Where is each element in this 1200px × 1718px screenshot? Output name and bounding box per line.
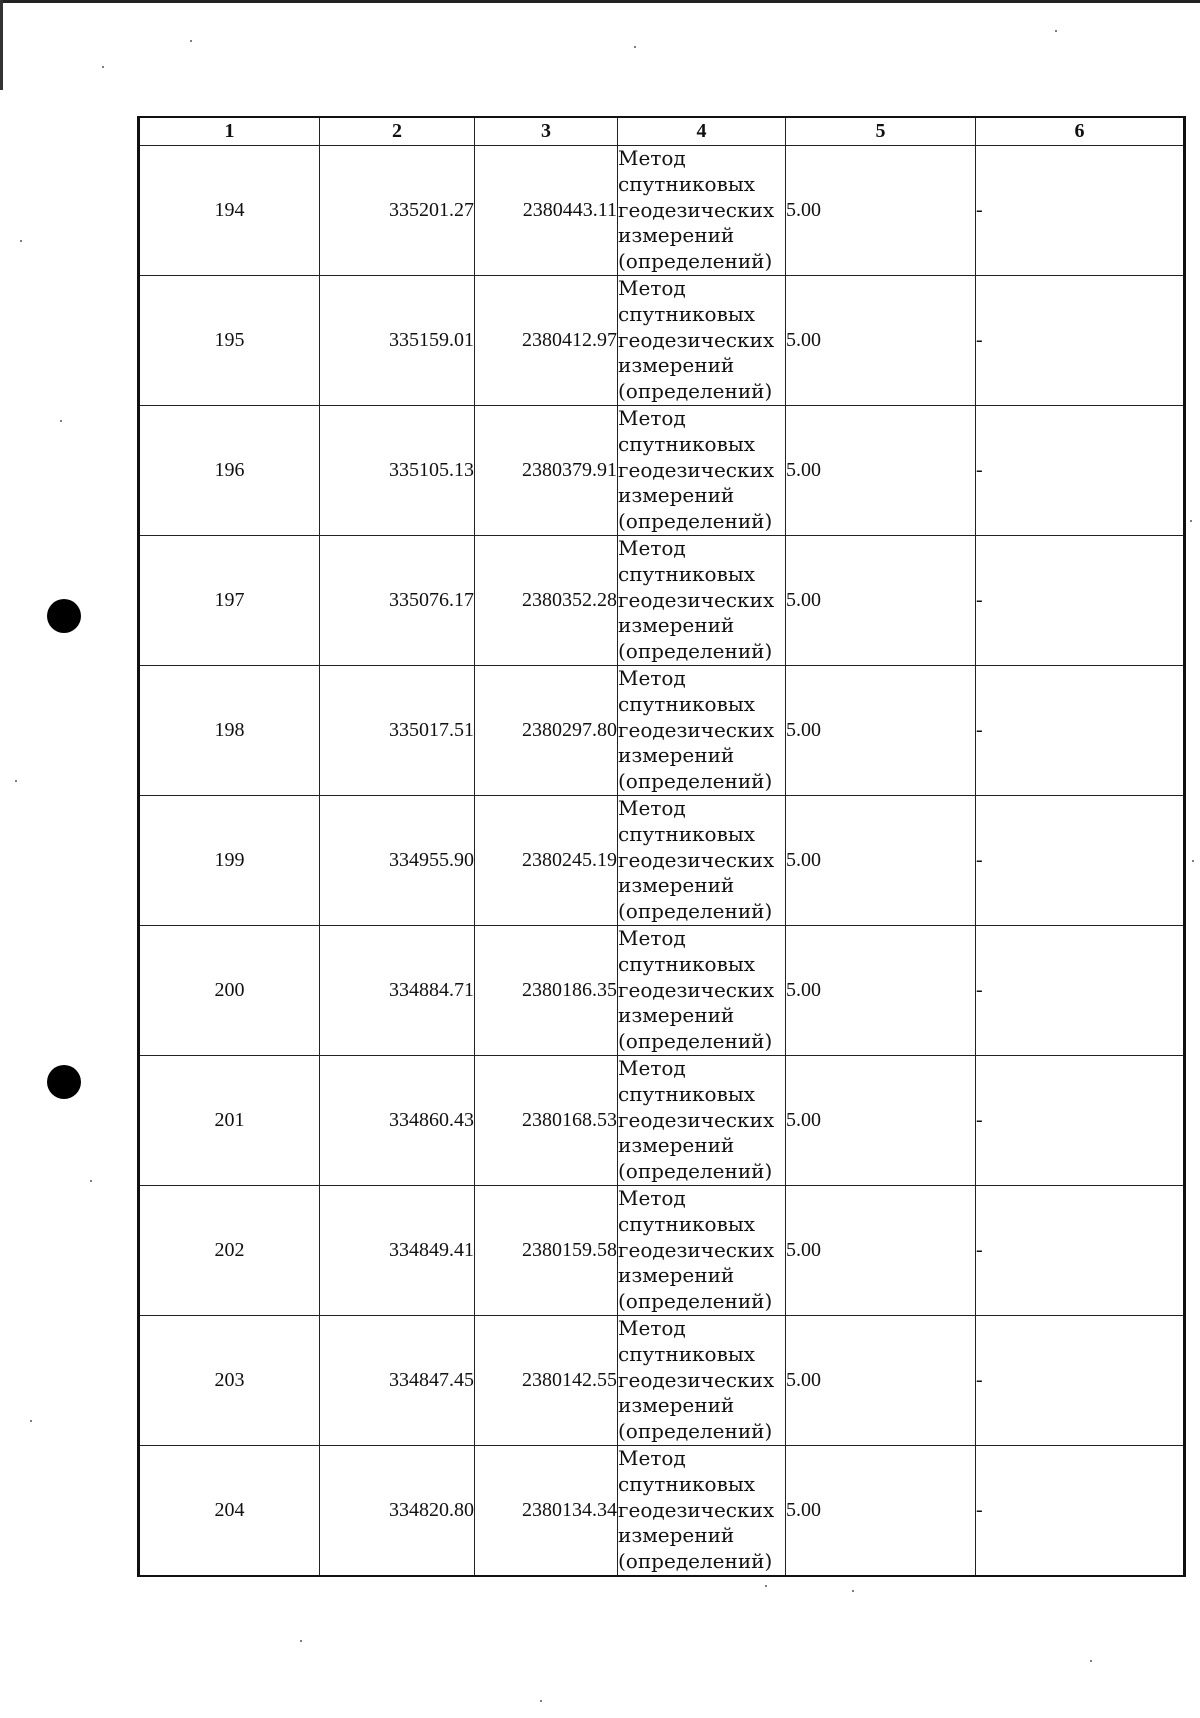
- note-cell: -: [976, 1186, 1185, 1316]
- accuracy-cell: 5.00: [786, 1316, 976, 1446]
- method-line: (определений): [618, 1159, 773, 1184]
- y-coordinate-cell: 2380159.58: [475, 1186, 618, 1316]
- method-line: спутниковых: [618, 431, 756, 456]
- accuracy-cell: 5.00: [786, 926, 976, 1056]
- speck: [300, 1640, 302, 1642]
- y-coordinate-cell: 2380379.91: [475, 406, 618, 536]
- speck: [90, 1180, 92, 1182]
- method-cell: [618, 1446, 786, 1577]
- method-line: измерений: [618, 1133, 735, 1158]
- y-coordinate-cell: 2380134.34: [475, 1446, 618, 1577]
- point-number-cell: 200: [139, 926, 320, 1056]
- method-line: (определений): [618, 379, 773, 404]
- speck: [102, 66, 104, 68]
- table-row: [139, 796, 1185, 926]
- method-line: спутниковых: [618, 821, 756, 846]
- method-line: геодезических: [618, 847, 775, 872]
- y-coordinate-cell: 2380297.80: [475, 666, 618, 796]
- method-line: (определений): [618, 249, 773, 274]
- note-cell: -: [976, 926, 1185, 1056]
- point-number-cell: 202: [139, 1186, 320, 1316]
- accuracy-cell: 5.00: [786, 536, 976, 666]
- x-coordinate-cell: 334849.41: [320, 1186, 475, 1316]
- point-number-cell: 196: [139, 406, 320, 536]
- method-line: измерений: [618, 1263, 735, 1288]
- note-cell: -: [976, 796, 1185, 926]
- scan-left-edge: [0, 0, 3, 90]
- note-cell: -: [976, 536, 1185, 666]
- speck: [30, 1420, 32, 1422]
- method-line: (определений): [618, 1029, 773, 1054]
- method-line: спутниковых: [618, 1211, 756, 1236]
- x-coordinate-cell: 334884.71: [320, 926, 475, 1056]
- speck: [540, 1700, 542, 1702]
- speck: [765, 1585, 767, 1587]
- table-row: [139, 926, 1185, 1056]
- method-line: измерений: [618, 613, 735, 638]
- y-coordinate-cell: 2380168.53: [475, 1056, 618, 1186]
- accuracy-cell: 5.00: [786, 146, 976, 276]
- method-cell: [618, 1056, 786, 1186]
- method-line: геодезических: [618, 327, 775, 352]
- note-cell: -: [976, 276, 1185, 406]
- method-line: спутниковых: [618, 171, 756, 196]
- table-row: [139, 1446, 1185, 1577]
- x-coordinate-cell: 334847.45: [320, 1316, 475, 1446]
- note-cell: -: [976, 146, 1185, 276]
- accuracy-cell: 5.00: [786, 1446, 976, 1577]
- method-cell: [618, 276, 786, 406]
- method-line: Метод: [618, 796, 686, 820]
- note-cell: -: [976, 1446, 1185, 1577]
- method-line: измерений: [618, 483, 735, 508]
- speck: [190, 40, 192, 42]
- method-line: спутниковых: [618, 301, 756, 326]
- column-header: 4: [618, 117, 786, 146]
- table-row: [139, 1186, 1185, 1316]
- punch-hole: [47, 599, 81, 633]
- column-header: 6: [976, 117, 1185, 146]
- method-line: спутниковых: [618, 951, 756, 976]
- table-row: [139, 146, 1185, 276]
- method-line: геодезических: [618, 977, 775, 1002]
- column-header: 1: [139, 117, 320, 146]
- scan-top-edge: [0, 0, 1200, 3]
- accuracy-cell: 5.00: [786, 1056, 976, 1186]
- method-line: измерений: [618, 743, 735, 768]
- method-line: геодезических: [618, 457, 775, 482]
- method-line: геодезических: [618, 1367, 775, 1392]
- method-line: спутниковых: [618, 691, 756, 716]
- method-line: Метод: [618, 1056, 686, 1080]
- column-header: 5: [786, 117, 976, 146]
- speck: [852, 1590, 854, 1592]
- method-cell: [618, 146, 786, 276]
- method-line: (определений): [618, 639, 773, 664]
- column-header: 2: [320, 117, 475, 146]
- table-row: [139, 666, 1185, 796]
- method-line: геодезических: [618, 587, 775, 612]
- method-line: спутниковых: [618, 561, 756, 586]
- method-line: (определений): [618, 1549, 773, 1574]
- note-cell: -: [976, 666, 1185, 796]
- point-number-cell: 197: [139, 536, 320, 666]
- y-coordinate-cell: 2380186.35: [475, 926, 618, 1056]
- coordinates-table: [137, 116, 1186, 1577]
- method-line: измерений: [618, 353, 735, 378]
- point-number-cell: 201: [139, 1056, 320, 1186]
- x-coordinate-cell: 334820.80: [320, 1446, 475, 1577]
- note-cell: -: [976, 1316, 1185, 1446]
- method-cell: [618, 406, 786, 536]
- point-number-cell: 195: [139, 276, 320, 406]
- header-row: [139, 117, 1185, 146]
- x-coordinate-cell: 334955.90: [320, 796, 475, 926]
- accuracy-cell: 5.00: [786, 406, 976, 536]
- method-cell: [618, 926, 786, 1056]
- method-line: измерений: [618, 1393, 735, 1418]
- y-coordinate-cell: 2380412.97: [475, 276, 618, 406]
- table-row: [139, 536, 1185, 666]
- x-coordinate-cell: 335159.01: [320, 276, 475, 406]
- method-line: геодезических: [618, 1107, 775, 1132]
- method-line: Метод: [618, 666, 686, 690]
- point-number-cell: 204: [139, 1446, 320, 1577]
- method-line: Метод: [618, 276, 686, 300]
- method-cell: [618, 536, 786, 666]
- method-cell: [618, 1316, 786, 1446]
- speck: [1192, 860, 1194, 862]
- speck: [1055, 30, 1057, 32]
- method-line: геодезических: [618, 1237, 775, 1262]
- method-line: спутниковых: [618, 1081, 756, 1106]
- y-coordinate-cell: 2380443.11: [475, 146, 618, 276]
- point-number-cell: 199: [139, 796, 320, 926]
- note-cell: -: [976, 1056, 1185, 1186]
- method-line: (определений): [618, 1289, 773, 1314]
- method-line: Метод: [618, 406, 686, 430]
- x-coordinate-cell: 334860.43: [320, 1056, 475, 1186]
- method-cell: [618, 796, 786, 926]
- method-line: (определений): [618, 899, 773, 924]
- x-coordinate-cell: 335076.17: [320, 536, 475, 666]
- method-line: измерений: [618, 223, 735, 248]
- table-row: [139, 1056, 1185, 1186]
- method-line: Метод: [618, 1446, 686, 1470]
- speck: [634, 46, 636, 48]
- speck: [60, 420, 62, 422]
- method-line: геодезических: [618, 1497, 775, 1522]
- point-number-cell: 203: [139, 1316, 320, 1446]
- method-line: спутниковых: [618, 1471, 756, 1496]
- method-line: геодезических: [618, 197, 775, 222]
- speck: [15, 780, 17, 782]
- column-header: 3: [475, 117, 618, 146]
- method-line: (определений): [618, 509, 773, 534]
- y-coordinate-cell: 2380245.19: [475, 796, 618, 926]
- point-number-cell: 194: [139, 146, 320, 276]
- method-line: спутниковых: [618, 1341, 756, 1366]
- method-cell: [618, 666, 786, 796]
- accuracy-cell: 5.00: [786, 666, 976, 796]
- method-line: измерений: [618, 1523, 735, 1548]
- speck: [20, 240, 22, 242]
- method-line: Метод: [618, 1186, 686, 1210]
- method-line: Метод: [618, 146, 686, 170]
- x-coordinate-cell: 335201.27: [320, 146, 475, 276]
- accuracy-cell: 5.00: [786, 796, 976, 926]
- method-cell: [618, 1186, 786, 1316]
- x-coordinate-cell: 335105.13: [320, 406, 475, 536]
- table-header: [139, 117, 1185, 146]
- accuracy-cell: 5.00: [786, 1186, 976, 1316]
- y-coordinate-cell: 2380142.55: [475, 1316, 618, 1446]
- table-row: [139, 1316, 1185, 1446]
- speck: [1190, 520, 1192, 522]
- method-line: Метод: [618, 536, 686, 560]
- note-cell: -: [976, 406, 1185, 536]
- method-line: (определений): [618, 769, 773, 794]
- accuracy-cell: 5.00: [786, 276, 976, 406]
- table-body: [139, 146, 1185, 1577]
- y-coordinate-cell: 2380352.28: [475, 536, 618, 666]
- punch-hole: [47, 1065, 81, 1099]
- method-line: геодезических: [618, 717, 775, 742]
- table-row: [139, 276, 1185, 406]
- x-coordinate-cell: 335017.51: [320, 666, 475, 796]
- method-line: Метод: [618, 926, 686, 950]
- method-line: Метод: [618, 1316, 686, 1340]
- table-row: [139, 406, 1185, 536]
- method-line: измерений: [618, 1003, 735, 1028]
- method-line: (определений): [618, 1419, 773, 1444]
- point-number-cell: 198: [139, 666, 320, 796]
- method-line: измерений: [618, 873, 735, 898]
- speck: [1090, 1660, 1092, 1662]
